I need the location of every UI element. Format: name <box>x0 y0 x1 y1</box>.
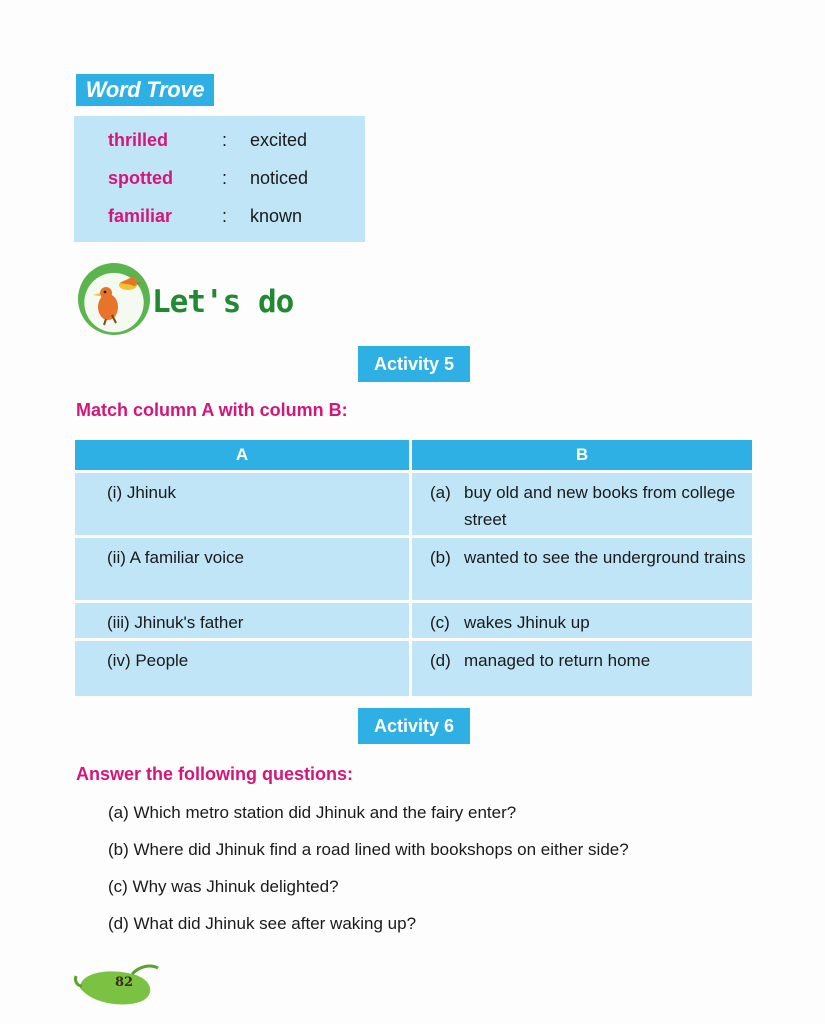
word-trove-entry <box>74 121 365 159</box>
question-item: (c) Why was Jhinuk delighted? <box>108 877 339 896</box>
page-number: 82 <box>114 975 134 990</box>
birds-badge-icon <box>78 263 150 335</box>
option-label: (c) <box>430 613 450 632</box>
lets-do-heading: Let's do <box>152 284 294 320</box>
activity-6-tag: Activity 6 <box>358 708 470 744</box>
question-item: (a) Which metro station did Jhinuk and the fairy enter? <box>108 803 517 822</box>
word-trove-entry <box>74 197 365 235</box>
activity-6-instruction: Answer the following questions: <box>76 764 354 784</box>
word-trove-word: familiar <box>108 206 173 226</box>
word-trove-meaning: known <box>250 206 303 226</box>
word-trove-entry <box>74 159 365 197</box>
word-trove-colon: : <box>222 130 228 150</box>
question-item: (b) Where did Jhinuk find a road lined with bookshops on either side? <box>108 840 629 859</box>
word-trove-word: spotted <box>108 168 173 188</box>
option-text: wakes Jhinuk up <box>464 613 590 632</box>
option-text: managed to return home <box>464 651 651 670</box>
option-text: wanted to see the underground trains <box>464 548 746 567</box>
column-b-cell <box>412 641 752 696</box>
column-a-cell: (i) Jhinuk <box>75 473 409 535</box>
column-a-cell: (iv) People <box>75 641 409 696</box>
option-label: (a) <box>430 483 451 502</box>
question-list <box>108 800 629 948</box>
column-b-header: B <box>412 440 752 470</box>
word-trove-colon: : <box>222 168 228 188</box>
option-label: (d) <box>430 651 451 670</box>
activity-5-instruction: Match column A with column B: <box>76 400 348 420</box>
activity-5-tag: Activity 5 <box>358 346 470 382</box>
column-a-cell: (ii) A familiar voice <box>75 538 409 600</box>
leaf-page-icon <box>70 958 162 1008</box>
column-a-header: A <box>75 440 409 470</box>
word-trove-title: Word Trove <box>74 72 216 108</box>
column-b-cell <box>412 603 752 638</box>
word-trove-colon: : <box>222 206 228 226</box>
option-text: buy old and new books from college street <box>464 483 736 529</box>
column-a-cell: (iii) Jhinuk's father <box>75 603 409 638</box>
word-trove-box <box>74 116 365 242</box>
word-trove-meaning: noticed <box>250 168 309 188</box>
column-b-cell <box>412 473 752 535</box>
column-b-cell <box>412 538 752 600</box>
word-trove-meaning: excited <box>250 130 308 150</box>
word-trove-word: thrilled <box>108 130 169 150</box>
option-label: (b) <box>430 548 451 567</box>
match-table <box>75 440 752 696</box>
question-item: (d) What did Jhinuk see after waking up? <box>108 914 417 933</box>
